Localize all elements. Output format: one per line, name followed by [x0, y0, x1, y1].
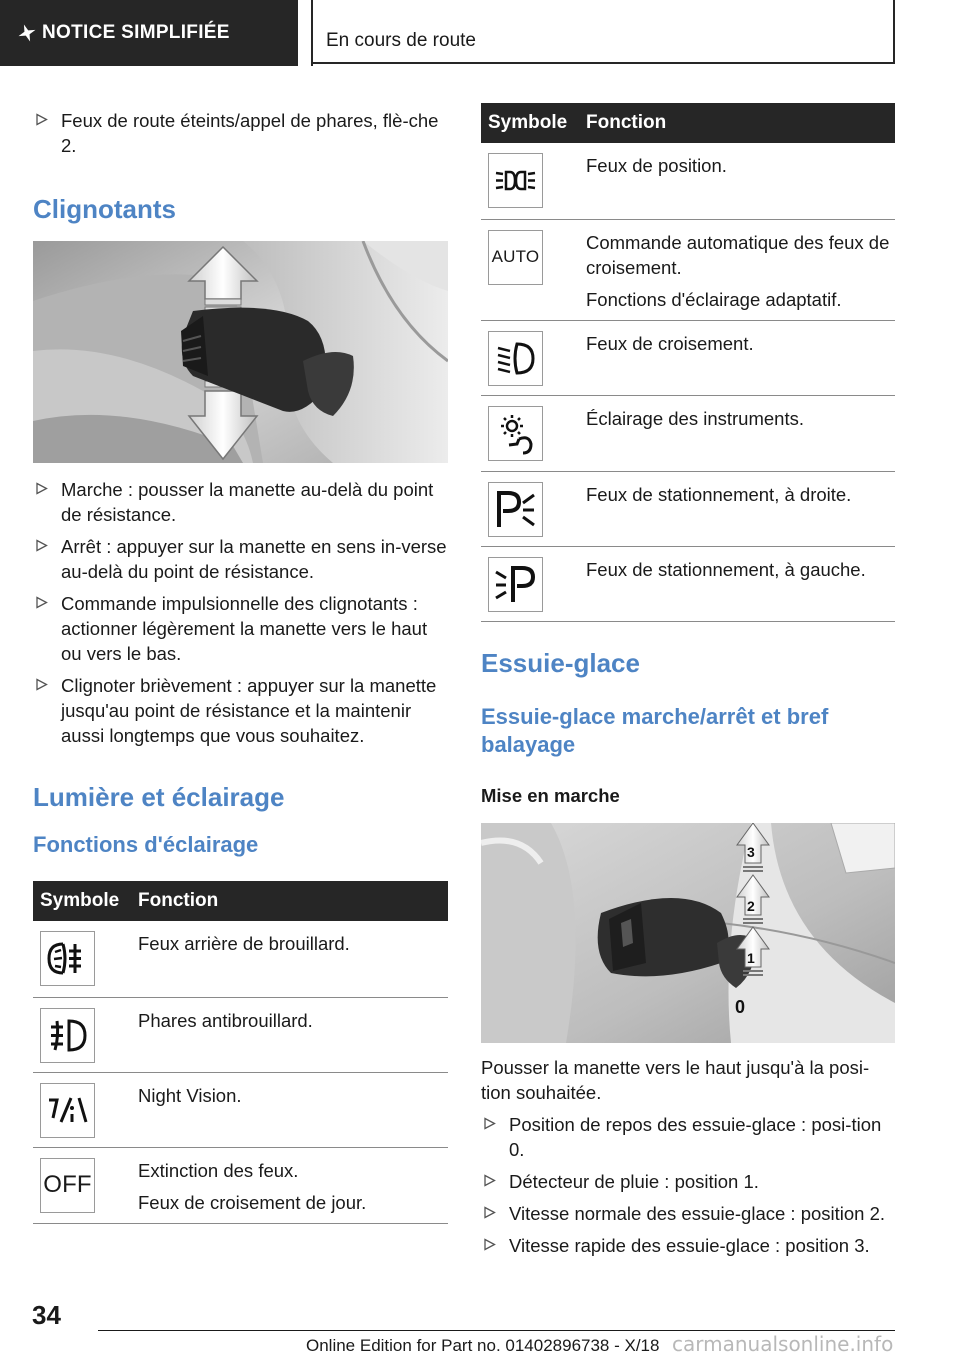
table-row: [33, 1072, 448, 1147]
list-item: [33, 591, 448, 666]
triangle-bullet-icon: [35, 482, 48, 495]
paragraph-pousser: Pousser la manette vers le haut jusqu'à la posi-tion souhaitée.: [481, 1056, 870, 1103]
function-text: Éclairage des instruments.: [586, 407, 804, 429]
function-text: Phares antibrouillard.: [138, 1009, 313, 1031]
function-text: Feux arrière de brouillard.: [138, 933, 350, 954]
list-item: [481, 1169, 895, 1194]
turn-signal-photo: [33, 241, 448, 463]
triangle-bullet-icon: [483, 1117, 496, 1130]
front-fog-light-icon: [40, 1008, 95, 1063]
function-text: Feux de stationnement, à gauche.: [586, 558, 866, 580]
function-text: Night Vision.: [138, 1084, 242, 1106]
table-row: [481, 143, 895, 219]
section-tab[interactable]: [0, 0, 298, 66]
list-item-text: Vitesse normale des essuie-glace : position 2.: [509, 1202, 886, 1224]
left-column: [33, 100, 448, 1224]
low-beam-icon: [488, 331, 543, 386]
list-item-text: Marche : pousser la manette au-delà du point de résistance.: [61, 479, 434, 525]
column-header-function: Fonction: [138, 881, 448, 921]
right-column: [481, 103, 895, 1265]
sparkle-icon: [16, 22, 38, 44]
table-header-row: [481, 103, 895, 143]
table-row: [33, 1147, 448, 1223]
function-text: Commande automatique des feux de croisement.: [586, 231, 890, 278]
parking-light-right-icon: [488, 482, 543, 537]
bullet-list-essuie: [481, 1112, 895, 1258]
function-text: Feux de position.: [586, 155, 727, 176]
table-row: [481, 471, 895, 546]
bullet-list-clignotants: [33, 477, 448, 748]
wiper-stalk-illustration: [481, 823, 895, 1043]
position-label-2: 2: [747, 897, 755, 914]
chapter-title: En cours de route: [326, 30, 476, 51]
table-header-row: [33, 881, 448, 921]
table-row: [481, 546, 895, 621]
night-vision-icon: [40, 1083, 95, 1138]
list-item-text: Position de repos des essuie-glace : posi-tion 0.: [509, 1113, 882, 1160]
function-text: Fonctions d'éclairage adaptatif.: [586, 288, 842, 310]
position-light-icon: [488, 153, 543, 208]
turn-signal-stalk-illustration: [33, 241, 448, 463]
off-icon: OFF: [40, 1158, 95, 1213]
column-header-symbol: Symbole: [481, 103, 586, 143]
triangle-bullet-icon: [35, 596, 48, 609]
function-text: Feux de stationnement, à droite.: [586, 483, 852, 505]
list-item-text: Clignoter brièvement : appuyer sur la manette jusqu'au point de résistance et la maintenir aussi longtemps que vous souhaitez.: [61, 675, 437, 746]
table-row: [481, 320, 895, 395]
position-label-0: 0: [735, 996, 746, 1017]
triangle-bullet-icon: [483, 1174, 496, 1187]
list-item-text: Commande impulsionnelle des clignotants : actionner légèrement la manette vers le haut ou vers le bas.: [61, 593, 428, 664]
triangle-bullet-icon: [35, 539, 48, 552]
footer-edition: Online Edition for Part no. 01402896738 - X/18: [306, 1336, 660, 1355]
triangle-bullet-icon: [483, 1238, 496, 1251]
heading-marche-arret: Essuie-glace marche/arrêt et bref balayage: [481, 703, 829, 757]
wiper-stalk-photo: [481, 823, 895, 1043]
lighting-functions-table-left: [33, 881, 448, 1224]
list-item-text: Vitesse rapide des essuie-glace : position 3.: [509, 1234, 870, 1256]
triangle-bullet-icon: [35, 113, 48, 126]
list-item-text: Feux de route éteints/appel de phares, flè-che 2.: [61, 110, 439, 156]
column-header-function: Fonction: [586, 103, 895, 143]
heading-clignotants: Clignotants: [33, 194, 176, 224]
instrument-lighting-icon: [488, 406, 543, 461]
table-row: [481, 219, 895, 320]
list-item: [481, 1233, 895, 1258]
list-item: [33, 534, 448, 584]
heading-lumiere: Lumière et éclairage: [33, 782, 285, 812]
table-row: [33, 997, 448, 1072]
heading-mise-en-marche: Mise en marche: [481, 784, 620, 806]
page-number: 34: [32, 1300, 61, 1330]
table-row: [33, 921, 448, 997]
column-header-symbol: Symbole: [33, 881, 138, 921]
section-tab-label: NOTICE SIMPLIFIÉE: [42, 22, 230, 43]
list-item-text: Arrêt : appuyer sur la manette en sens in-verse au-delà du point de résistance.: [61, 536, 447, 582]
heading-fonctions: Fonctions d'éclairage: [33, 832, 259, 857]
lighting-functions-table-right: [481, 103, 895, 622]
list-item: [481, 1201, 895, 1226]
parking-light-left-icon: [488, 557, 543, 612]
list-item: [481, 1112, 895, 1162]
heading-essuie-glace: Essuie-glace: [481, 647, 640, 678]
position-label-1: 1: [747, 949, 755, 966]
position-label-3: 3: [747, 843, 755, 860]
function-text: Extinction des feux.: [138, 1159, 299, 1181]
function-text: Feux de croisement.: [586, 332, 754, 354]
list-item-text: Détecteur de pluie : position 1.: [509, 1170, 759, 1192]
auto-icon: AUTO: [488, 230, 543, 285]
list-item: [33, 673, 448, 748]
table-row: [481, 395, 895, 471]
triangle-bullet-icon: [483, 1206, 496, 1219]
list-item: [33, 477, 448, 527]
list-item: [33, 108, 448, 158]
bullet-list-top: [33, 108, 448, 158]
triangle-bullet-icon: [35, 678, 48, 691]
footer-watermark: carmanualsonline.info: [672, 1332, 894, 1356]
function-text: Feux de croisement de jour.: [138, 1191, 367, 1213]
rear-fog-light-icon: [40, 931, 95, 986]
page-header: [0, 0, 960, 66]
footer-divider: [98, 1330, 895, 1331]
